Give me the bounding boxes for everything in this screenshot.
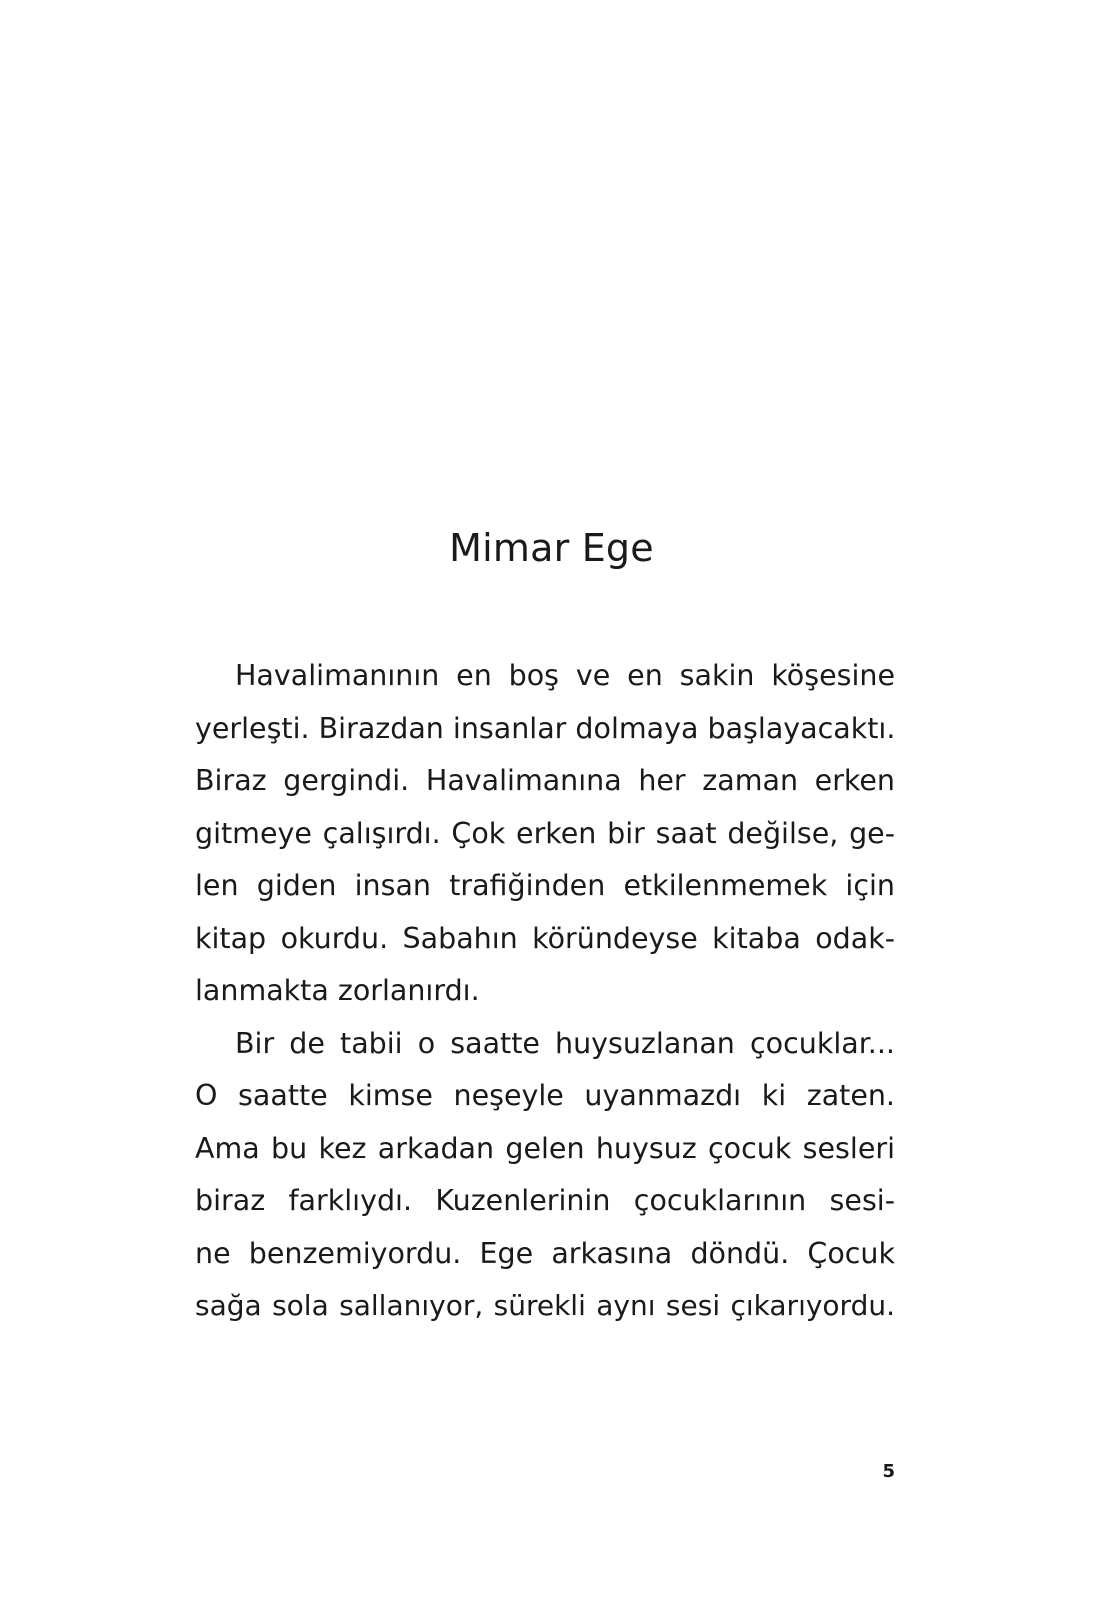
text-line: Bir de tabii o saatte huysuzlanan çocuklar...	[235, 1026, 895, 1060]
text-line: lanmakta zorlanırdı.	[195, 974, 480, 1007]
body-text	[195, 650, 895, 1333]
paragraph-2	[195, 1018, 895, 1333]
text-line: O saatte kimse neşeyle uyanmazdı ki zaten.	[195, 1079, 895, 1112]
chapter-title: Mimar Ege	[449, 526, 654, 570]
page-number: 5	[882, 1461, 895, 1482]
text-line: ne benzemiyordu. Ege arkasına döndü. Çocuk	[195, 1236, 895, 1270]
text-line: Biraz gergindi. Havalimanına her zaman erken	[195, 764, 895, 797]
text-line: kitap okurdu. Sabahın köründeyse kitaba odak-	[195, 921, 895, 955]
text-line: len giden insan trafiğinden etkilenmemek için	[195, 869, 895, 902]
text-line: gitmeye çalışırdı. Çok erken bir saat değilse, ge-	[195, 816, 895, 850]
text-line: Havalimanının en boş ve en sakin köşesine	[235, 659, 895, 692]
text-line: sağa sola sallanıyor, sürekli aynı sesi çıkarıyordu.	[195, 1289, 895, 1322]
text-line: biraz farklıydı. Kuzenlerinin çocuklarının sesi-	[195, 1184, 895, 1217]
paragraph-1	[195, 650, 895, 1018]
text-line: Ama bu kez arkadan gelen huysuz çocuk sesleri	[195, 1131, 895, 1165]
text-line: yerleşti. Birazdan insanlar dolmaya başlayacaktı.	[195, 711, 896, 745]
